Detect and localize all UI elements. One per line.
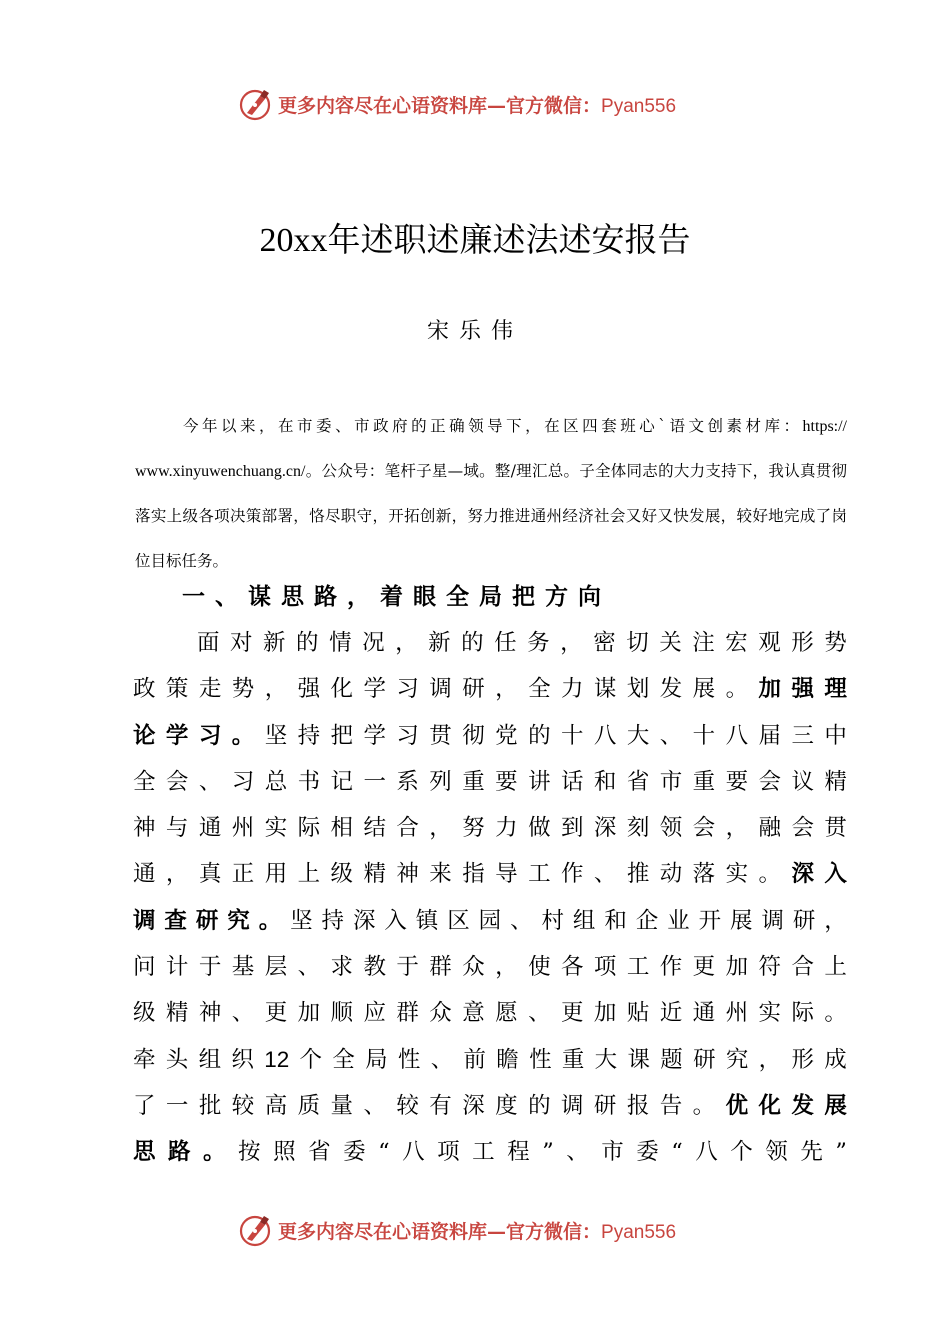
body-line: 通 ， 真 正 用 上 级 精 神 来 指 导 工 作 、 推 动 落 实 。 深 入: [133, 861, 847, 888]
body-line: 级 精 神 、 更 加 顺 应 群 众 意 愿 、 更 加 贴 近 通 州 实 际 。: [133, 1000, 847, 1027]
intro-paragraph: 今年以来，在市委、市政府的正确领导下，在区四套班心`语文创素材库：https:// www.xinyuwenchuang.cn/。公众号：笔杆子星—域。整/理汇总。子全体同志的大力支持下，我认真贯彻落实上级各项决策部署，恪尽职守，开拓创新，努力推进通州经济社会又好又快发展，较好地完成了岗位目标任务。: [135, 417, 847, 570]
author-name: 宋乐伟: [426, 319, 523, 344]
watermark-footer: [238, 1210, 676, 1250]
pen-nib-icon: [238, 86, 274, 122]
body-line: 政 策 走 势 ， 强 化 学 习 调 研 ， 全 力 谋 划 发 展 。 加 强 理: [133, 676, 847, 703]
body-line: 论 学 习 。 坚 持 把 学 习 贯 彻 党 的 十 八 大 、 十 八 届 三 中: [133, 722, 847, 749]
body-line: 问 计 于 基 层 、 求 教 于 群 众 ， 使 各 项 工 作 更 加 符 合 上: [133, 954, 847, 981]
body-paragraph: [133, 620, 847, 1176]
intro-url: https:// www.xinyuwenchuang.cn/: [135, 418, 847, 480]
body-line: 神 与 通 州 实 际 相 结 合 ， 努 力 做 到 深 刻 领 会 ， 融 会 贯: [133, 815, 847, 842]
body-line: 牵 头 组 织 12 个 全 局 性 、 前 瞻 性 重 大 课 题 研 究 ， 形 成: [133, 1046, 847, 1073]
pen-nib-icon: [238, 1212, 274, 1248]
watermark-text: 更多内容尽在心语资料库—官方微信：Pyan556: [278, 1220, 677, 1243]
body-line: 全 会 、 习 总 书 记 一 系 列 重 要 讲 话 和 省 市 重 要 会 议 精: [133, 768, 847, 795]
body-line: 思 路 。 按 照 省 委 “ 八 项 工 程 ” 、 市 委 “ 八 个 领 先 ”: [133, 1139, 847, 1166]
body-line: 了 一 批 较 高 质 量 、 较 有 深 度 的 调 研 报 告 。 优 化 发 展: [133, 1092, 847, 1119]
body-line: 调 查 研 究 。 坚 持 深 入 镇 区 园 、 村 组 和 企 业 开 展 调 研 ，: [133, 907, 847, 934]
document-title: 20xx年述职述廉述法述安报告: [259, 220, 691, 259]
section-heading: 一、谋思路，着眼全局把方向: [182, 584, 611, 610]
watermark-text: 更多内容尽在心语资料库—官方微信：Pyan556: [278, 94, 677, 117]
watermark-header: [238, 84, 676, 124]
body-line: 面 对 新 的 情 况 ， 新 的 任 务 ， 密 切 关 注 宏 观 形 势: [197, 630, 847, 656]
